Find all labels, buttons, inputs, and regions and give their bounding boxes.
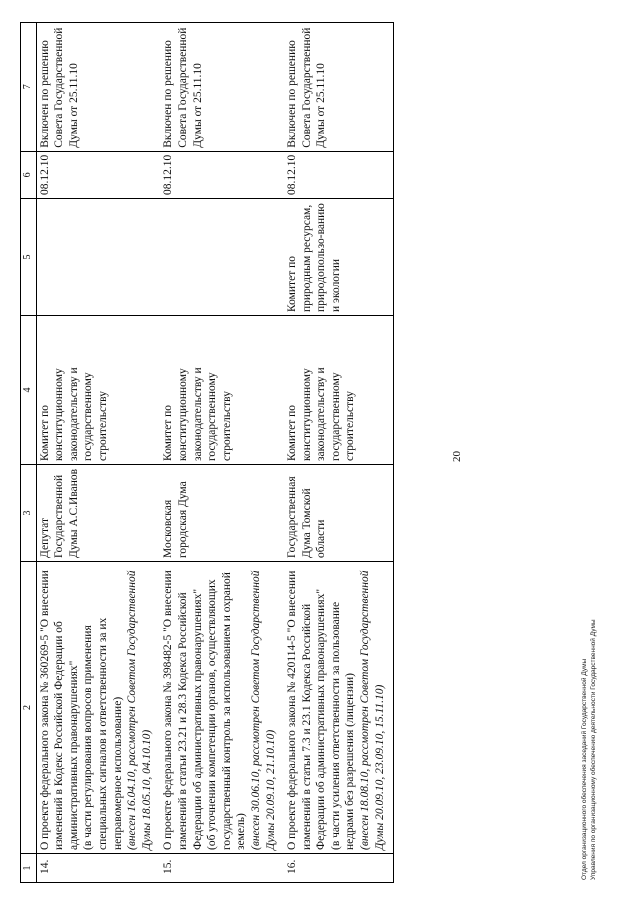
column-header: 7 [21,22,37,151]
row-number: 14. [36,854,160,883]
bill-note: (внесен 16.04.10, рассмотрен Советом Государственной Думы 18.05.10, 04.10.10) [126,570,153,850]
bill-title: О проекте федерального закона № 420114-5 "О внесении изменений в статьи 7.3 и 23.1 Кодекса Российской Федерации об административных правонарушениях" [286,570,328,850]
decision-cell: Включен по решению Совета Государственной Думы от 25.11.10 [284,22,394,151]
committee-cell: Комитет по конституционному законодательству и государственному строительству [160,316,284,465]
row-number: 15. [160,854,284,883]
column-header: 5 [21,199,37,316]
table-row [160,22,284,882]
table-header [21,22,37,882]
decision-cell: Включен по решению Совета Государственной Думы от 25.11.10 [160,22,284,151]
committee-cell: Комитет по конституционному законодательству и государственному строительству [36,316,160,465]
bill-description: (в части регулирования вопросов применения специальных сигналов и ответственности за их неправомерное использование) [82,617,124,850]
co-committee-cell [160,199,284,316]
agenda-table [20,22,394,883]
table-row [284,22,394,882]
table-row [36,22,160,882]
committee-cell: Комитет по конституционному законодательству и государственному строительству [284,316,394,465]
column-header: 4 [21,316,37,465]
co-committee-cell [36,199,160,316]
bill-cell [284,562,394,854]
date-cell: 08.12.10 [36,151,160,198]
bill-cell [36,562,160,854]
column-header: 6 [21,151,37,198]
bill-note: (внесен 30.06.10, рассмотрен Советом Государственной Думы 20.09.10, 21.10.10) [249,570,277,850]
initiator-cell: Государственная Дума Томской области [284,465,394,562]
initiator-cell: Депутат Государственной Думы А.С.Иванов [36,465,160,562]
footer-line-department: Отдел организационного обеспечения заседаний Государственной Думы [581,658,588,880]
page-number: 20 [451,451,463,462]
footer [580,619,598,880]
bill-title: О проекте федерального закона № 360269-5 "О внесении изменений в Кодекс Российской Федерации об административных правонарушениях" [38,570,80,850]
column-header: 2 [21,562,37,854]
bill-description: (в части усиления ответственности за пользование недрами без разрешения (лицензии) [329,601,357,850]
column-header: 3 [21,465,37,562]
bill-title: О проекте федерального закона № 398482-5 "О внесении изменений в статьи 23.21 и 28.3 Кодекса Российской Федерации об административных правонарушениях" [162,570,204,850]
date-cell: 08.12.10 [160,151,284,198]
row-number: 16. [284,854,394,883]
footer-line-directorate: Управления по организационному обеспечению деятельности Государственной Думы [590,619,597,880]
bill-note: (внесен 18.08.10, рассмотрен Советом Государственной Думы 20.09.10, 23.09.10, 15.11.10) [359,570,386,850]
bill-description: (об уточнении компетенции органов, осуществляющих государственный контроль за использованием и охраной земель) [206,572,248,850]
initiator-cell: Московская городская Дума [160,465,284,562]
co-committee-cell: Комитет по природным ресурсам, природопользо-ванию и экологии [284,199,394,316]
date-cell: 08.12.10 [284,151,394,198]
decision-cell: Включен по решению Совета Государственной Думы от 25.11.10 [36,22,160,151]
bill-cell [160,562,284,854]
column-header: 1 [21,854,37,883]
